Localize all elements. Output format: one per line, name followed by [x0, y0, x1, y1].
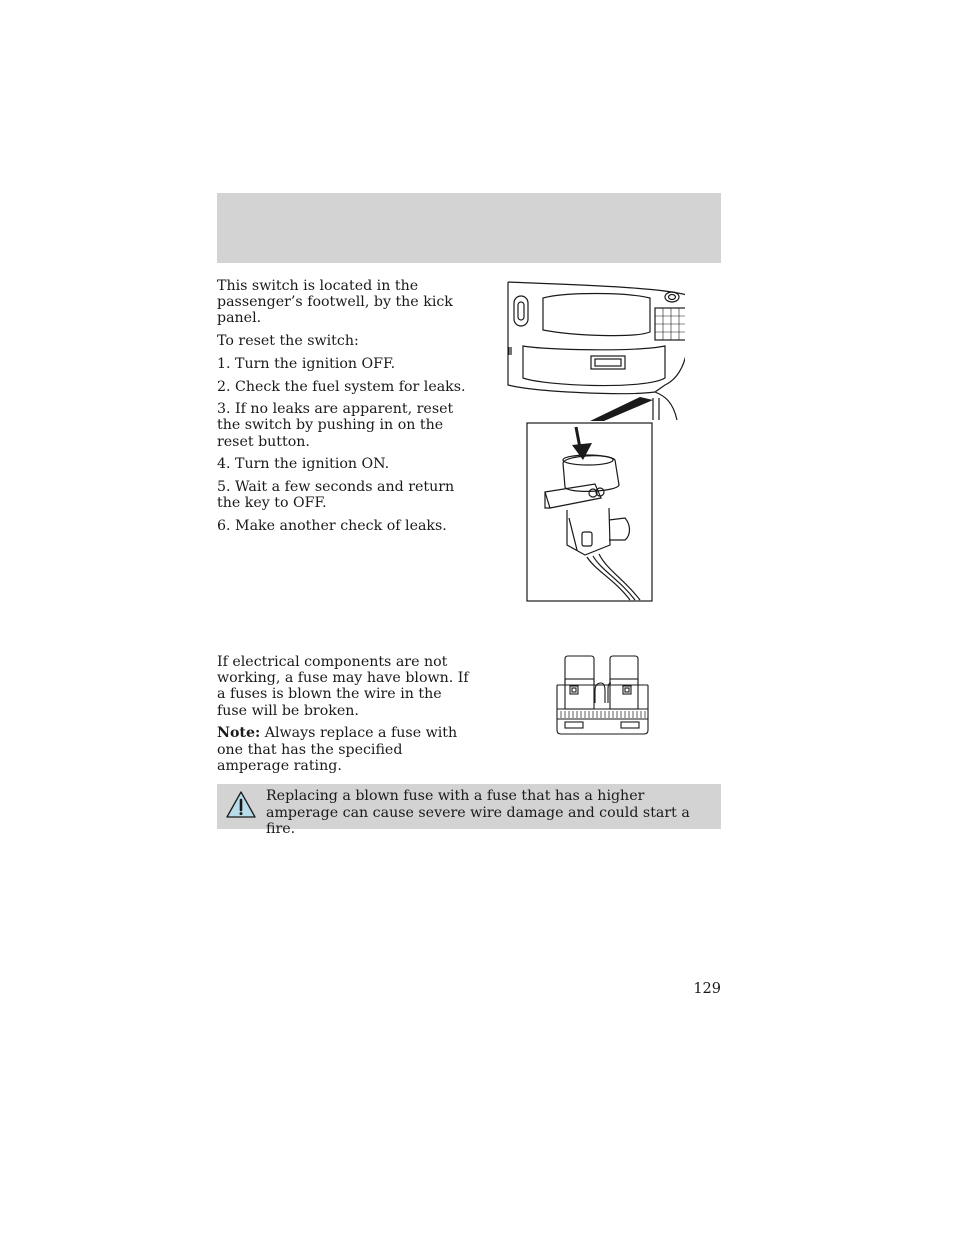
fuse-intro: If electrical components are not working, a fuse may have blown. If a fuses is blown the wire in the fuse will be broken. — [217, 654, 469, 719]
step-2: 2. Check the fuel system for leaks. — [217, 378, 466, 395]
step-5: 5. Wait a few seconds and return the key to OFF. — [217, 479, 455, 512]
step-1: 1. Turn the ignition OFF. — [217, 355, 396, 372]
warning-text: Replacing a blown fuse with a fuse that has a higher amperage can cause severe wire damage and could start a fire. — [266, 788, 690, 837]
note-label: Note: — [217, 725, 261, 742]
step-6: 6. Make another check of leaks. — [217, 517, 447, 534]
note-text: Always replace a fuse with one that has the specified amperage rating. — [217, 725, 458, 774]
page-number: 129 — [693, 981, 721, 997]
location-paragraph: This switch is located in the passenger’s footwell, by the kick panel. — [217, 278, 453, 327]
warning-triangle-icon — [225, 790, 257, 820]
fuse-note — [217, 725, 472, 774]
inertia-switch-illustration — [505, 280, 685, 605]
reset-switch-instructions — [217, 278, 472, 541]
section-header-band — [217, 193, 721, 263]
warning-box — [217, 784, 721, 837]
reset-intro: To reset the switch: — [217, 333, 359, 350]
fuse-illustration — [555, 655, 650, 737]
fuse-instructions — [217, 654, 472, 780]
step-4: 4. Turn the ignition ON. — [217, 456, 390, 473]
step-3: 3. If no leaks are apparent, reset the switch by pushing in on the reset button. — [217, 401, 454, 450]
